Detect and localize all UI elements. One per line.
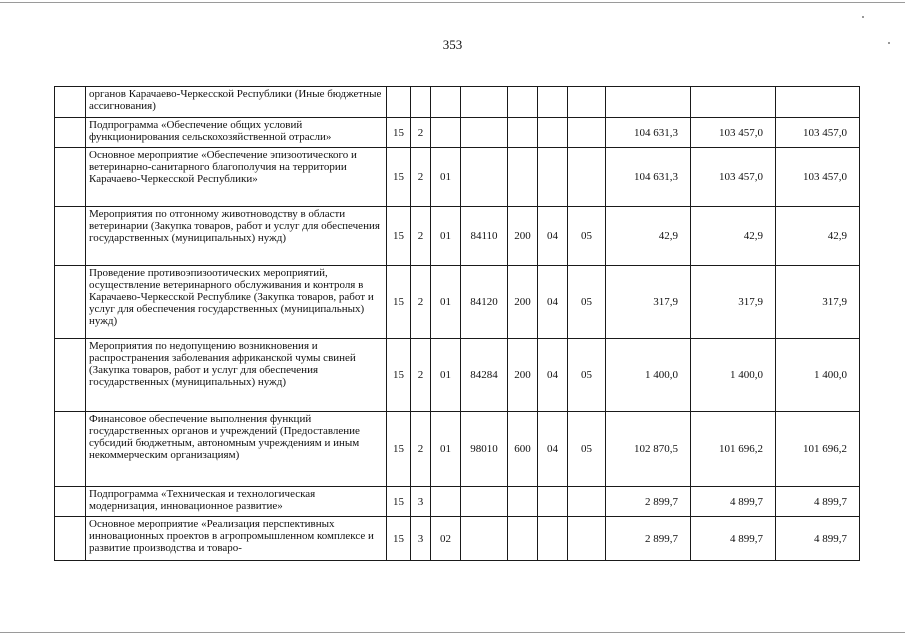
cell-expense-type — [508, 517, 538, 561]
cell-subprogram-code: 2 — [411, 412, 431, 487]
cell-section-code — [538, 517, 568, 561]
cell-amount-year-1: 2 899,7 — [606, 487, 691, 517]
cell-expense-type — [508, 118, 538, 148]
cell-direction-code: 84120 — [461, 266, 508, 339]
scan-edge-line — [0, 2, 905, 3]
cell-amount-year-1: 2 899,7 — [606, 517, 691, 561]
cell-amount-year-2: 4 899,7 — [691, 487, 776, 517]
row-description: Финансовое обеспечение выполнения функций государственных органов и учреждений (Предоставление субсидий бюджетным, автономным учреждениям и иным некоммерческим организациям) — [86, 412, 387, 487]
cell-program-code: 15 — [387, 266, 411, 339]
cell-expense-type: 200 — [508, 266, 538, 339]
empty-cell — [55, 339, 86, 412]
cell-subprogram-code: 2 — [411, 339, 431, 412]
cell-direction-code: 98010 — [461, 412, 508, 487]
cell-amount-year-1: 104 631,3 — [606, 118, 691, 148]
cell-subsection-code — [568, 87, 606, 118]
cell-direction-code: 84284 — [461, 339, 508, 412]
cell-subprogram-code — [411, 87, 431, 118]
cell-section-code — [538, 87, 568, 118]
cell-amount-year-3 — [776, 87, 860, 118]
cell-activity-code: 01 — [431, 207, 461, 266]
cell-direction-code — [461, 487, 508, 517]
page-number: 353 — [442, 37, 463, 52]
row-description: Мероприятия по отгонному животноводству в области ветеринарии (Закупка товаров, работ и услуг для обеспечения государственных (муниципальных) нужд) — [86, 207, 387, 266]
cell-program-code: 15 — [387, 148, 411, 207]
row-description: Основное мероприятие «Реализация перспективных инновационных проектов в агропромышленном комплексе и развитие производства и товаро- — [86, 517, 387, 561]
row-description: Мероприятия по недопущению возникновения и распространения заболевания африканской чумы свиней (Закупка товаров, работ и услуг для обеспечения государственных (муниципальных) нужд) — [86, 339, 387, 412]
cell-activity-code: 02 — [431, 517, 461, 561]
cell-subsection-code — [568, 118, 606, 148]
cell-amount-year-1: 317,9 — [606, 266, 691, 339]
cell-amount-year-3: 317,9 — [776, 266, 860, 339]
cell-expense-type: 200 — [508, 207, 538, 266]
cell-subprogram-code: 2 — [411, 148, 431, 207]
empty-cell — [55, 87, 86, 118]
cell-amount-year-1 — [606, 87, 691, 118]
scan-speck — [862, 16, 864, 18]
budget-table — [54, 86, 860, 561]
cell-program-code: 15 — [387, 339, 411, 412]
cell-section-code: 04 — [538, 339, 568, 412]
cell-amount-year-3: 103 457,0 — [776, 118, 860, 148]
cell-subsection-code: 05 — [568, 339, 606, 412]
cell-amount-year-2: 317,9 — [691, 266, 776, 339]
cell-amount-year-3: 101 696,2 — [776, 412, 860, 487]
cell-expense-type — [508, 487, 538, 517]
cell-subprogram-code: 2 — [411, 207, 431, 266]
cell-amount-year-2: 103 457,0 — [691, 148, 776, 207]
cell-amount-year-3: 103 457,0 — [776, 148, 860, 207]
table-body — [55, 87, 860, 561]
row-description: Подпрограмма «Обеспечение общих условий функционирования сельскохозяйственной отрасли» — [86, 118, 387, 148]
cell-activity-code: 01 — [431, 266, 461, 339]
scan-edge-line — [0, 632, 905, 633]
cell-program-code: 15 — [387, 412, 411, 487]
cell-activity-code — [431, 118, 461, 148]
cell-subsection-code: 05 — [568, 266, 606, 339]
cell-direction-code: 84110 — [461, 207, 508, 266]
cell-amount-year-1: 104 631,3 — [606, 148, 691, 207]
cell-direction-code — [461, 517, 508, 561]
cell-activity-code — [431, 87, 461, 118]
cell-section-code — [538, 118, 568, 148]
cell-subsection-code — [568, 148, 606, 207]
table-row — [55, 339, 860, 412]
cell-subsection-code — [568, 517, 606, 561]
empty-cell — [55, 207, 86, 266]
cell-section-code — [538, 148, 568, 207]
empty-cell — [55, 266, 86, 339]
cell-amount-year-1: 102 870,5 — [606, 412, 691, 487]
cell-activity-code: 01 — [431, 148, 461, 207]
cell-expense-type — [508, 148, 538, 207]
cell-section-code: 04 — [538, 266, 568, 339]
cell-subprogram-code: 2 — [411, 266, 431, 339]
cell-program-code: 15 — [387, 118, 411, 148]
row-description: Проведение противоэпизоотических мероприятий, осуществление ветеринарного обслуживания и контроля в Карачаево-Черкесской Республике (Закупка товаров, работ и услуг для обеспечения государственных (муниципальных) нужд) — [86, 266, 387, 339]
table-row — [55, 266, 860, 339]
cell-amount-year-2: 1 400,0 — [691, 339, 776, 412]
cell-direction-code — [461, 148, 508, 207]
cell-program-code: 15 — [387, 207, 411, 266]
empty-cell — [55, 118, 86, 148]
cell-amount-year-1: 1 400,0 — [606, 339, 691, 412]
cell-subprogram-code: 3 — [411, 487, 431, 517]
cell-subprogram-code: 2 — [411, 118, 431, 148]
cell-program-code — [387, 87, 411, 118]
cell-amount-year-1: 42,9 — [606, 207, 691, 266]
empty-cell — [55, 412, 86, 487]
cell-direction-code — [461, 87, 508, 118]
table-row — [55, 148, 860, 207]
cell-program-code: 15 — [387, 487, 411, 517]
cell-expense-type: 600 — [508, 412, 538, 487]
cell-amount-year-3: 1 400,0 — [776, 339, 860, 412]
cell-section-code: 04 — [538, 412, 568, 487]
table-row — [55, 207, 860, 266]
cell-direction-code — [461, 118, 508, 148]
table-row — [55, 517, 860, 561]
row-description: органов Карачаево-Черкесской Республики (Иные бюджетные ассигнования) — [86, 87, 387, 118]
cell-expense-type — [508, 87, 538, 118]
cell-subsection-code: 05 — [568, 412, 606, 487]
cell-section-code — [538, 487, 568, 517]
cell-section-code: 04 — [538, 207, 568, 266]
cell-amount-year-3: 42,9 — [776, 207, 860, 266]
cell-amount-year-2: 4 899,7 — [691, 517, 776, 561]
cell-expense-type: 200 — [508, 339, 538, 412]
cell-amount-year-3: 4 899,7 — [776, 487, 860, 517]
cell-amount-year-2 — [691, 87, 776, 118]
row-description: Основное мероприятие «Обеспечение эпизоотического и ветеринарно-санитарного благополучия на территории Карачаево-Черкесской Республики» — [86, 148, 387, 207]
cell-program-code: 15 — [387, 517, 411, 561]
empty-cell — [55, 487, 86, 517]
cell-activity-code: 01 — [431, 412, 461, 487]
table-row — [55, 412, 860, 487]
cell-activity-code: 01 — [431, 339, 461, 412]
table-row — [55, 487, 860, 517]
cell-subsection-code: 05 — [568, 207, 606, 266]
empty-cell — [55, 148, 86, 207]
cell-subsection-code — [568, 487, 606, 517]
cell-amount-year-2: 101 696,2 — [691, 412, 776, 487]
cell-activity-code — [431, 487, 461, 517]
cell-amount-year-3: 4 899,7 — [776, 517, 860, 561]
table-row — [55, 118, 860, 148]
table-row — [55, 87, 860, 118]
empty-cell — [55, 517, 86, 561]
cell-subprogram-code: 3 — [411, 517, 431, 561]
cell-amount-year-2: 42,9 — [691, 207, 776, 266]
row-description: Подпрограмма «Техническая и технологическая модернизация, инновационное развитие» — [86, 487, 387, 517]
cell-amount-year-2: 103 457,0 — [691, 118, 776, 148]
